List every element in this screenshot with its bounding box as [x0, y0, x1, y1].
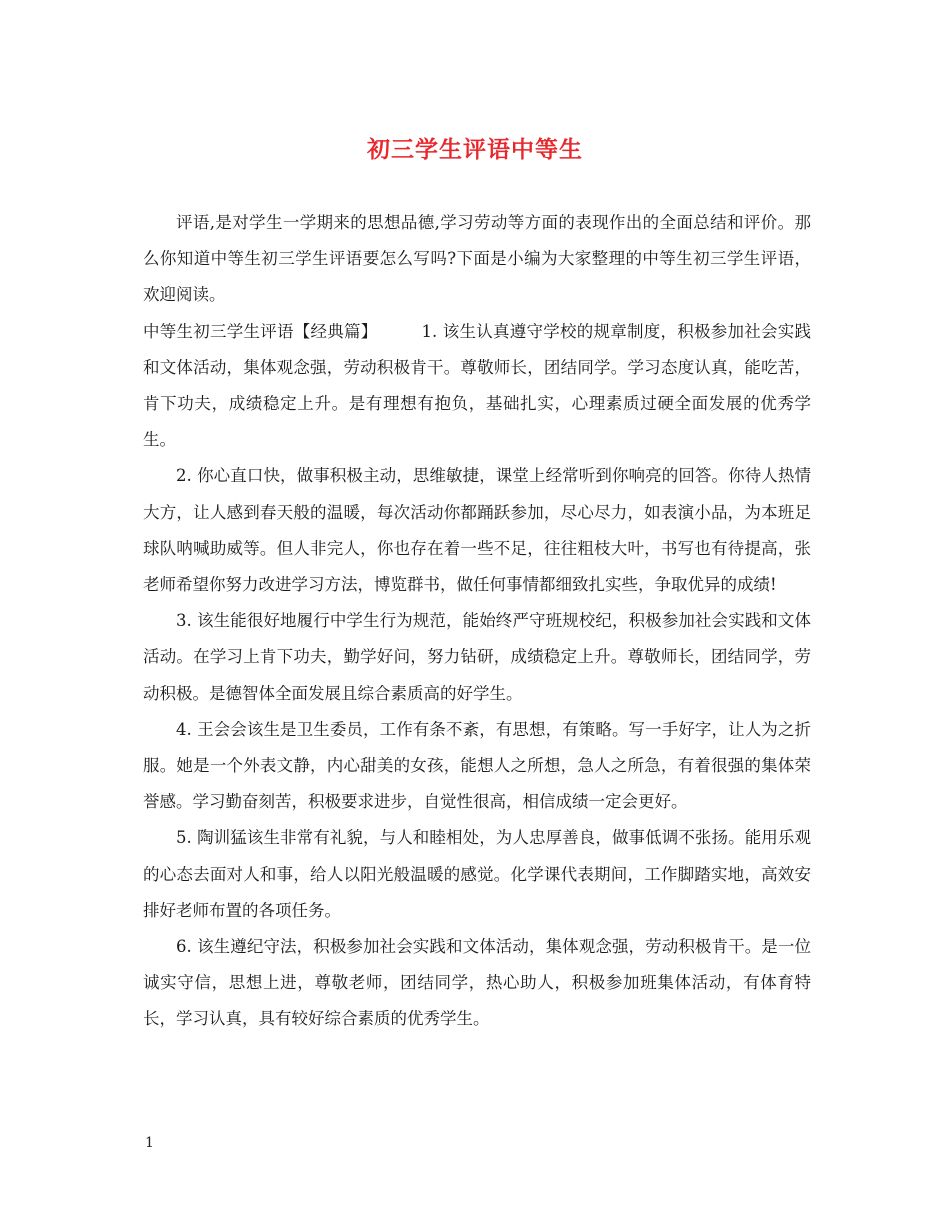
intro-paragraph: 评语,是对学生一学期来的思想品德,学习劳动等方面的表现作出的全面总结和评价。那么你知道中等生初三学生评语要怎么写吗?下面是小编为大家整理的中等生初三学生评语，欢迎阅读。: [143, 213, 811, 305]
list-item: 5. 陶训猛该生非常有礼貌，与人和睦相处，为人忠厚善良，做事低调不张扬。能用乐观的心态去面对人和事，给人以阳光般温暖的感觉。化学课代表期间，工作脚踏实地，高效安排好老师布置的各项任务。: [143, 828, 811, 920]
list-item: 6. 该生遵纪守法，积极参加社会实践和文体活动，集体观念强，劳动积极肯干。是一位诚实守信，思想上进，尊敬老师，团结同学，热心助人，积极参加班集体活动，有体育特长，学习认真，具有较好综合素质的优秀学生。: [143, 937, 811, 1029]
list-item: 4. 王会会该生是卫生委员，工作有条不紊，有思想，有策略。写一手好字，让人为之折服。她是一个外表文静，内心甜美的女孩，能想人之所想，急人之所急，有着很强的集体荣誉感。学习勤奋刻苦，积极要求进步，自觉性很高，相信成绩一定会更好。: [143, 719, 811, 812]
list-item: 3. 该生能很好地履行中学生行为规范，能始终严守班规校纪，积极参加社会实践和文体活动。在学习上肯下功夫，勤学好问，努力钻研，成绩稳定上升。尊敬师长，团结同学，劳动积极。是德智体全面发展且综合素质高的好学生。: [143, 611, 811, 703]
page-number: 1: [145, 1135, 154, 1151]
list-item: 2. 你心直口快，做事积极主动，思维敏捷，课堂上经常听到你响亮的回答。你待人热情大方，让人感到春天般的温暖，每次活动你都踊跃参加，尽心尽力，如表演小品，为本班足球队呐喊助威等。但人非完人，你也存在着一些不足，往往粗枝大叶，书写也有待提高，张老师希望你努力改进学习方法，博览群书，做任何事情都细致扎实些，争取优异的成绩!: [143, 466, 811, 595]
section-paragraph-1: [143, 314, 811, 459]
section-heading: 中等生初三学生评语【经典篇】: [143, 321, 378, 341]
list-item: 1. 该生认真遵守学校的规章制度，积极参加社会实践和文体活动，集体观念强，劳动积极肯干。尊敬师长，团结同学。学习态度认真，能吃苦，肯下功夫，成绩稳定上升。是有理想有抱负，基础扎实，心理素质过硬全面发展的优秀学生。: [143, 321, 811, 450]
document-title: 初三学生评语中等生: [367, 136, 583, 163]
document-body: [143, 205, 811, 1038]
